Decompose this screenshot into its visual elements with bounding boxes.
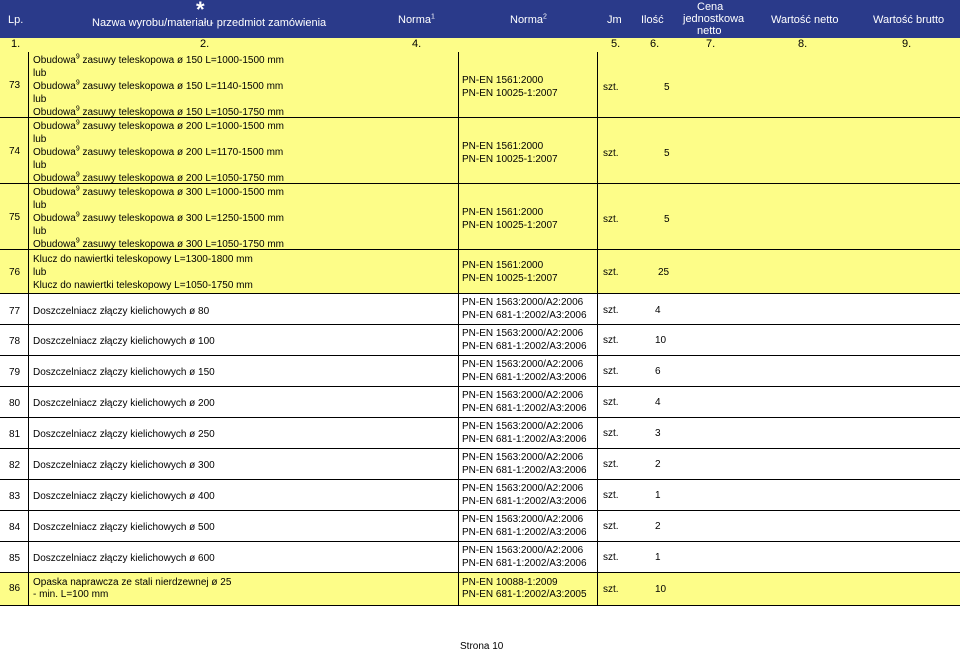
item-name: Doszczelniacz złączy kielichowych ø 300 xyxy=(33,460,215,471)
norm-a: PN-EN 1561:2000 xyxy=(462,141,544,152)
table-row xyxy=(0,418,960,449)
row-lp: 80 xyxy=(9,398,21,409)
unit: szt. xyxy=(603,397,619,408)
row-lp: 82 xyxy=(9,460,21,471)
table-row xyxy=(0,387,960,418)
norm-a: PN-EN 10088-1:2009 xyxy=(462,577,558,588)
table-row xyxy=(0,449,960,480)
col-number: 2. xyxy=(200,38,210,50)
norm-b: PN-EN 681-1:2002/A3:2006 xyxy=(462,310,587,321)
quantity: 2 xyxy=(655,521,661,532)
norm-a: PN-EN 1563:2000/A2:2006 xyxy=(462,421,584,432)
row-lp: 83 xyxy=(9,491,21,502)
norm-a: PN-EN 1563:2000/A2:2006 xyxy=(462,390,584,401)
col-number: 1. xyxy=(11,38,21,50)
header-lp: Lp. xyxy=(8,14,24,26)
norm-a: PN-EN 1563:2000/A2:2006 xyxy=(462,452,584,463)
unit: szt. xyxy=(603,82,619,93)
row-lp: 84 xyxy=(9,522,21,533)
unit: szt. xyxy=(603,267,619,278)
page-footer: Strona 10 xyxy=(460,641,504,652)
row-lp: 77 xyxy=(9,306,21,317)
col-number: 6. xyxy=(650,38,660,50)
item-name-line: Klucz do nawiertki teleskopowy L=1300-1800 mm xyxy=(33,254,253,265)
item-name: Doszczelniacz złączy kielichowych ø 200 xyxy=(33,398,215,409)
norm-b: PN-EN 10025-1:2007 xyxy=(462,273,558,284)
item-name-line: Obudowa$^9$ zasuwy teleskopowa ø 300 L=1050-1750 mm xyxy=(33,237,285,250)
table-row xyxy=(0,294,960,325)
norm-b: PN-EN 681-1:2002/A3:2005 xyxy=(462,589,587,600)
table-row xyxy=(0,356,960,387)
row-lp: 86 xyxy=(9,583,21,594)
item-name: Doszczelniacz złączy kielichowych ø 150 xyxy=(33,367,215,378)
norm-b: PN-EN 10025-1:2007 xyxy=(462,220,558,231)
norm-b: PN-EN 681-1:2002/A3:2006 xyxy=(462,465,587,476)
norm-b: PN-EN 681-1:2002/A3:2006 xyxy=(462,372,587,383)
header-jm: Jm xyxy=(607,14,622,26)
header-net: Wartość netto xyxy=(771,14,839,26)
row-lp: 78 xyxy=(9,336,21,347)
table-row xyxy=(0,542,960,573)
col-number: 5. xyxy=(611,38,621,50)
unit: szt. xyxy=(603,335,619,346)
row-lp: 85 xyxy=(9,553,21,564)
header-unit-price-3: netto xyxy=(697,25,722,37)
quantity: 6 xyxy=(655,366,661,377)
item-name-line: lub xyxy=(33,68,47,79)
item-name-line: Obudowa$^9$ zasuwy teleskopowa ø 200 L=1170-1500 mm xyxy=(33,145,284,158)
row-lp: 76 xyxy=(9,267,21,278)
item-name-line: lub xyxy=(33,200,47,211)
quantity: 5 xyxy=(664,148,670,159)
column-number-row xyxy=(0,38,960,52)
header-name: Nazwa wyrobu/materiału xyxy=(92,17,213,29)
item-name: Doszczelniacz złączy kielichowych ø 250 xyxy=(33,429,215,440)
table-row xyxy=(0,480,960,511)
norm-b: PN-EN 681-1:2002/A3:2006 xyxy=(462,527,587,538)
row-lp: 74 xyxy=(9,146,21,157)
norm-a: PN-EN 1563:2000/A2:2006 xyxy=(462,483,584,494)
item-name-line: Obudowa$^9$ zasuwy teleskopowa ø 300 L=1000-1500 mm xyxy=(33,185,285,198)
item-name-line: lub xyxy=(33,160,47,171)
quantity: 5 xyxy=(664,214,670,225)
unit: szt. xyxy=(603,148,619,159)
item-name-line: lub xyxy=(33,94,47,105)
quantity: 5 xyxy=(664,82,670,93)
row-lp: 73 xyxy=(9,80,21,91)
table-row xyxy=(0,52,960,118)
row-lp: 75 xyxy=(9,212,21,223)
unit: szt. xyxy=(603,366,619,377)
item-name-line: Obudowa$^9$ zasuwy teleskopowa ø 300 L=1250-1500 mm xyxy=(33,211,285,224)
norm-a: PN-EN 1563:2000/A2:2006 xyxy=(462,297,584,308)
table-row xyxy=(0,184,960,250)
quantity: 4 xyxy=(655,305,661,316)
quantity: 1 xyxy=(655,490,661,501)
column-divider xyxy=(28,52,29,606)
item-name: Doszczelniacz złączy kielichowych ø 500 xyxy=(33,522,215,533)
item-name-line: lub xyxy=(33,226,47,237)
norm-a: PN-EN 1561:2000 xyxy=(462,207,544,218)
norm-b: PN-EN 681-1:2002/A3:2006 xyxy=(462,496,587,507)
unit: szt. xyxy=(603,490,619,501)
row-lp: 79 xyxy=(9,367,21,378)
table-row xyxy=(0,325,960,356)
column-divider xyxy=(458,52,459,606)
item-name: Doszczelniacz złączy kielichowych ø 400 xyxy=(33,491,215,502)
table-header xyxy=(0,0,960,38)
col-number: 9. xyxy=(902,38,912,50)
item-name-line: lub xyxy=(33,134,47,145)
norm-a: PN-EN 1563:2000/A2:2006 xyxy=(462,545,584,556)
unit: szt. xyxy=(603,552,619,563)
header-qty: Ilość xyxy=(641,14,664,26)
table-row xyxy=(0,573,960,606)
item-name-line: Klucz do nawiertki teleskopowy L=1050-1750 mm xyxy=(33,280,253,291)
norm-b: PN-EN 681-1:2002/A3:2006 xyxy=(462,434,587,445)
item-name: Doszczelniacz złączy kielichowych ø 600 xyxy=(33,553,215,564)
quantity: 3 xyxy=(655,428,661,439)
header-norm1: Norma$^1$ xyxy=(398,13,435,26)
header-subject: - przedmiot zamówienia xyxy=(210,17,327,29)
norm-a: PN-EN 1561:2000 xyxy=(462,260,544,271)
quantity: 10 xyxy=(655,584,667,595)
unit: szt. xyxy=(603,584,619,595)
header-norm2: Norma$^2$ xyxy=(510,13,547,26)
unit: szt. xyxy=(603,521,619,532)
norm-b: PN-EN 10025-1:2007 xyxy=(462,154,558,165)
item-name-line: Obudowa$^9$ zasuwy teleskopowa ø 150 L=1140-1500 mm xyxy=(33,79,284,92)
norm-a: PN-EN 1563:2000/A2:2006 xyxy=(462,359,584,370)
quantity: 2 xyxy=(655,459,661,470)
norm-b: PN-EN 10025-1:2007 xyxy=(462,88,558,99)
item-name-line: Obudowa$^9$ zasuwy teleskopowa ø 150 L=1050-1750 mm xyxy=(33,105,285,118)
header-unit-price-1: Cena xyxy=(697,1,724,13)
norm-a: PN-EN 1563:2000/A2:2006 xyxy=(462,328,584,339)
unit: szt. xyxy=(603,428,619,439)
item-name-line: - min. L=100 mm xyxy=(33,589,109,600)
unit: szt. xyxy=(603,459,619,470)
quantity: 4 xyxy=(655,397,661,408)
header-star: * xyxy=(196,0,205,22)
item-name-line: Obudowa$^9$ zasuwy teleskopowa ø 200 L=1050-1750 mm xyxy=(33,171,285,184)
quantity: 25 xyxy=(658,267,670,278)
header-unit-price-2: jednostkowa xyxy=(683,13,745,25)
unit: szt. xyxy=(603,305,619,316)
item-name-line: Obudowa$^9$ zasuwy teleskopowa ø 200 L=1000-1500 mm xyxy=(33,119,285,132)
header-gross: Wartość brutto xyxy=(873,14,945,26)
unit: szt. xyxy=(603,214,619,225)
col-number: 4. xyxy=(412,38,422,50)
item-name: Doszczelniacz złączy kielichowych ø 100 xyxy=(33,336,215,347)
quantity: 1 xyxy=(655,552,661,563)
col-number: 8. xyxy=(798,38,808,50)
quantity: 10 xyxy=(655,335,667,346)
item-name: Doszczelniacz złączy kielichowych ø 80 xyxy=(33,306,210,317)
table-row xyxy=(0,250,960,294)
norm-b: PN-EN 681-1:2002/A3:2006 xyxy=(462,558,587,569)
norm-a: PN-EN 1561:2000 xyxy=(462,75,544,86)
norm-a: PN-EN 1563:2000/A2:2006 xyxy=(462,514,584,525)
norm-b: PN-EN 681-1:2002/A3:2006 xyxy=(462,341,587,352)
table-row xyxy=(0,511,960,542)
norm-b: PN-EN 681-1:2002/A3:2006 xyxy=(462,403,587,414)
table-row xyxy=(0,118,960,184)
item-name-line: Obudowa$^9$ zasuwy teleskopowa ø 150 L=1000-1500 mm xyxy=(33,53,285,66)
item-name-line: Opaska naprawcza ze stali nierdzewnej ø 25 xyxy=(33,577,232,588)
column-divider xyxy=(597,52,598,606)
item-name-line: lub xyxy=(33,267,47,278)
row-lp: 81 xyxy=(9,429,21,440)
col-number: 7. xyxy=(706,38,716,50)
